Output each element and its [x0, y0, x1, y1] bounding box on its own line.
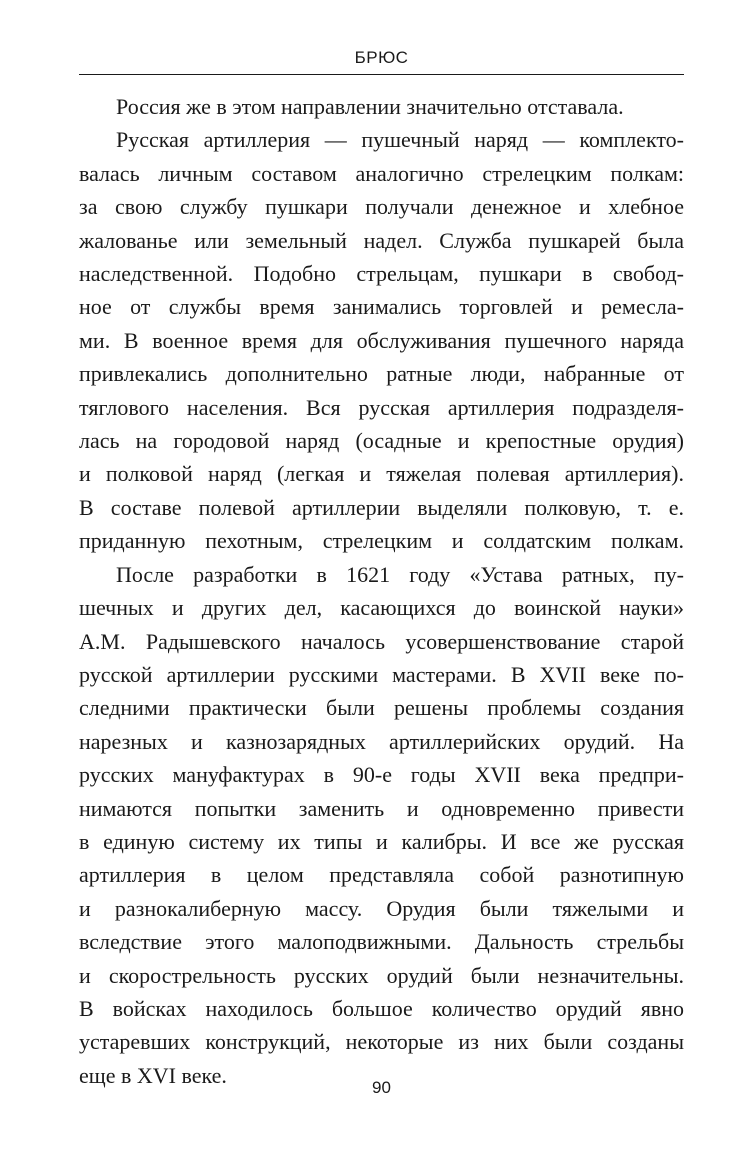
text-line: тяглового населения. Вся русская артиллерия подразделя- [79, 394, 684, 420]
text-line: следними практически были решены проблемы создания [79, 695, 684, 721]
text-line: и полковой наряд (легкая и тяжелая полевая артиллерия). [79, 461, 684, 487]
text-line: в единую систему их типы и калибры. И все же русская [79, 828, 684, 854]
text-line: Россия же в этом направлении значительно отставала. [116, 94, 624, 119]
text-line: еще в XVI веке. [79, 1062, 227, 1088]
page-number: 90 [372, 1078, 391, 1097]
text-line: лась на городовой наряд (осадные и крепостные орудия) [79, 428, 684, 454]
text-line: В составе полевой артиллерии выделяли полковую, т. е. [79, 494, 684, 520]
header-rule [79, 74, 684, 75]
text-line: привлекались дополнительно ратные люди, набранные от [79, 361, 684, 387]
running-head: БРЮС [354, 48, 409, 67]
text-line: нарезных и казнозарядных артиллерийских орудий. На [79, 728, 684, 754]
text-line: и скорострельность русских орудий были незначительны. [79, 962, 684, 988]
text-line: за свою службу пушкари получали денежное и хлебное [79, 194, 684, 220]
text-line: приданную пехотным, стрелецким и солдатским полкам. [79, 528, 684, 554]
text-line: жалованье или земельный надел. Служба пушкарей была [79, 227, 684, 253]
text-line: После разработки в 1621 году «Устава ратных, пу- [116, 561, 684, 587]
text-line: русской артиллерии русскими мастерами. В XVII веке по- [79, 661, 684, 687]
text-line: ное от службы время занимались торговлей и ремесла- [79, 294, 684, 320]
text-line: русских мануфактурах в 90-е годы XVII века предпри- [79, 762, 684, 788]
body-text [79, 90, 684, 1092]
text-line: шечных и других дел, касающихся до воинской науки» [79, 595, 684, 621]
text-line: устаревших конструкций, некоторые из них были созданы [79, 1029, 684, 1055]
text-line: артиллерия в целом представляла собой разнотипную [79, 862, 684, 888]
text-line: А.М. Радышевского началось усовершенствование старой [79, 628, 684, 654]
text-line: вследствие этого малоподвижными. Дальность стрельбы [79, 929, 684, 955]
text-line: Русская артиллерия — пушечный наряд — комплекто- [116, 127, 684, 153]
text-line: валась личным составом аналогично стрелецким полкам: [79, 160, 684, 186]
text-line: и разнокалиберную массу. Орудия были тяжелыми и [79, 895, 684, 921]
text-line: В войсках находилось большое количество орудий явно [79, 995, 684, 1021]
text-line: ми. В военное время для обслуживания пушечного наряда [79, 327, 684, 353]
text-line: наследственной. Подобно стрельцам, пушкари в свобод- [79, 261, 684, 287]
text-line: нимаются попытки заменить и одновременно привести [79, 795, 684, 821]
